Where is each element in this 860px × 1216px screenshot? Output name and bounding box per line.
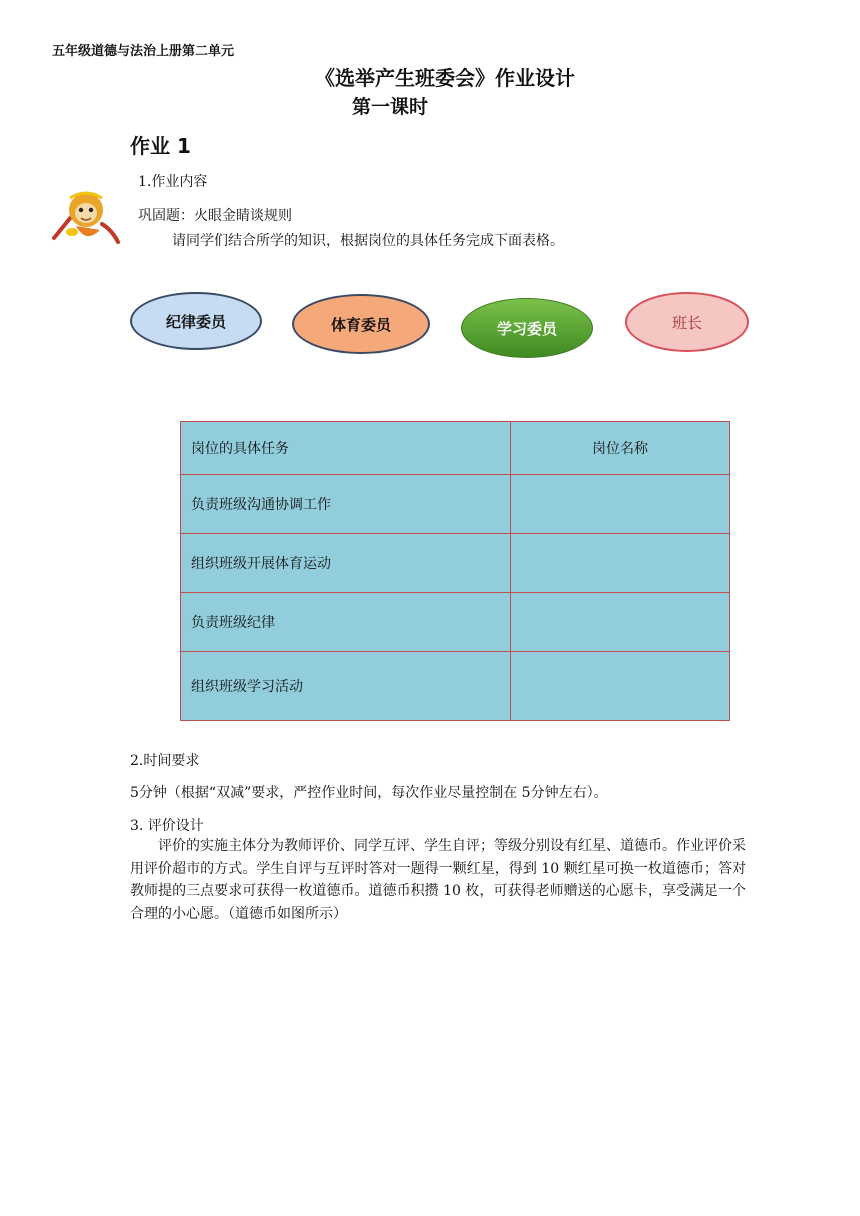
table-cell-role-answer[interactable] xyxy=(511,475,730,534)
role-oval-discipline: 纪律委员 xyxy=(130,292,262,350)
header-note: 五年级道德与法治上册第二单元 xyxy=(52,44,235,59)
homework-heading: 作业 1 xyxy=(130,134,191,158)
monkey-king-icon xyxy=(50,186,122,246)
table-row xyxy=(181,534,730,593)
table-row xyxy=(181,475,730,534)
task-title: 巩固题：火眼金睛谈规则 xyxy=(138,208,292,224)
table-header-cell: 岗位的具体任务 xyxy=(181,422,511,475)
table-row xyxy=(181,652,730,721)
page-title: 《选举产生班委会》作业设计 xyxy=(315,66,575,90)
table-row xyxy=(181,593,730,652)
table-cell-role-answer[interactable] xyxy=(511,652,730,721)
table-cell-role-answer[interactable] xyxy=(511,593,730,652)
table-cell-task: 负责班级纪律 xyxy=(181,593,511,652)
table-header-row xyxy=(181,422,730,475)
section3-text: 评价的实施主体分为教师评价、同学互评、学生自评；等级分别设有红星、道德币。作业评价采用评价超市的方式。学生自评与互评时答对一题得一颗红星，得到 10 颗红星可换一枚道德币；答对教师提的三点要求可获得一枚道德币。道德币积攒 10 枚，可获得老师赠送的心愿卡，享受满足一个合理的小心愿。（道德币如图所示） xyxy=(130,838,746,922)
section1-label: 1.作业内容 xyxy=(138,174,208,190)
section2-heading: 2.时间要求 xyxy=(130,753,200,769)
table-header-cell: 岗位名称 xyxy=(511,422,730,475)
table-cell-task: 组织班级学习活动 xyxy=(181,652,511,721)
duty-table xyxy=(180,421,730,721)
section3-heading: 3. 评价设计 xyxy=(130,818,204,834)
table-cell-task: 负责班级沟通协调工作 xyxy=(181,475,511,534)
page-subtitle: 第一课时 xyxy=(352,96,429,118)
table-cell-role-answer[interactable] xyxy=(511,534,730,593)
role-oval-monitor: 班长 xyxy=(625,292,749,352)
section2-text: 5分钟（根据“双减”要求，严控作业时间，每次作业尽量控制在 5分钟左右）。 xyxy=(130,785,608,801)
role-oval-study: 学习委员 xyxy=(461,298,593,358)
task-description: 请同学们结合所学的知识，根据岗位的具体任务完成下面表格。 xyxy=(172,233,564,249)
table-cell-task: 组织班级开展体育运动 xyxy=(181,534,511,593)
role-oval-sports: 体育委员 xyxy=(292,294,430,354)
